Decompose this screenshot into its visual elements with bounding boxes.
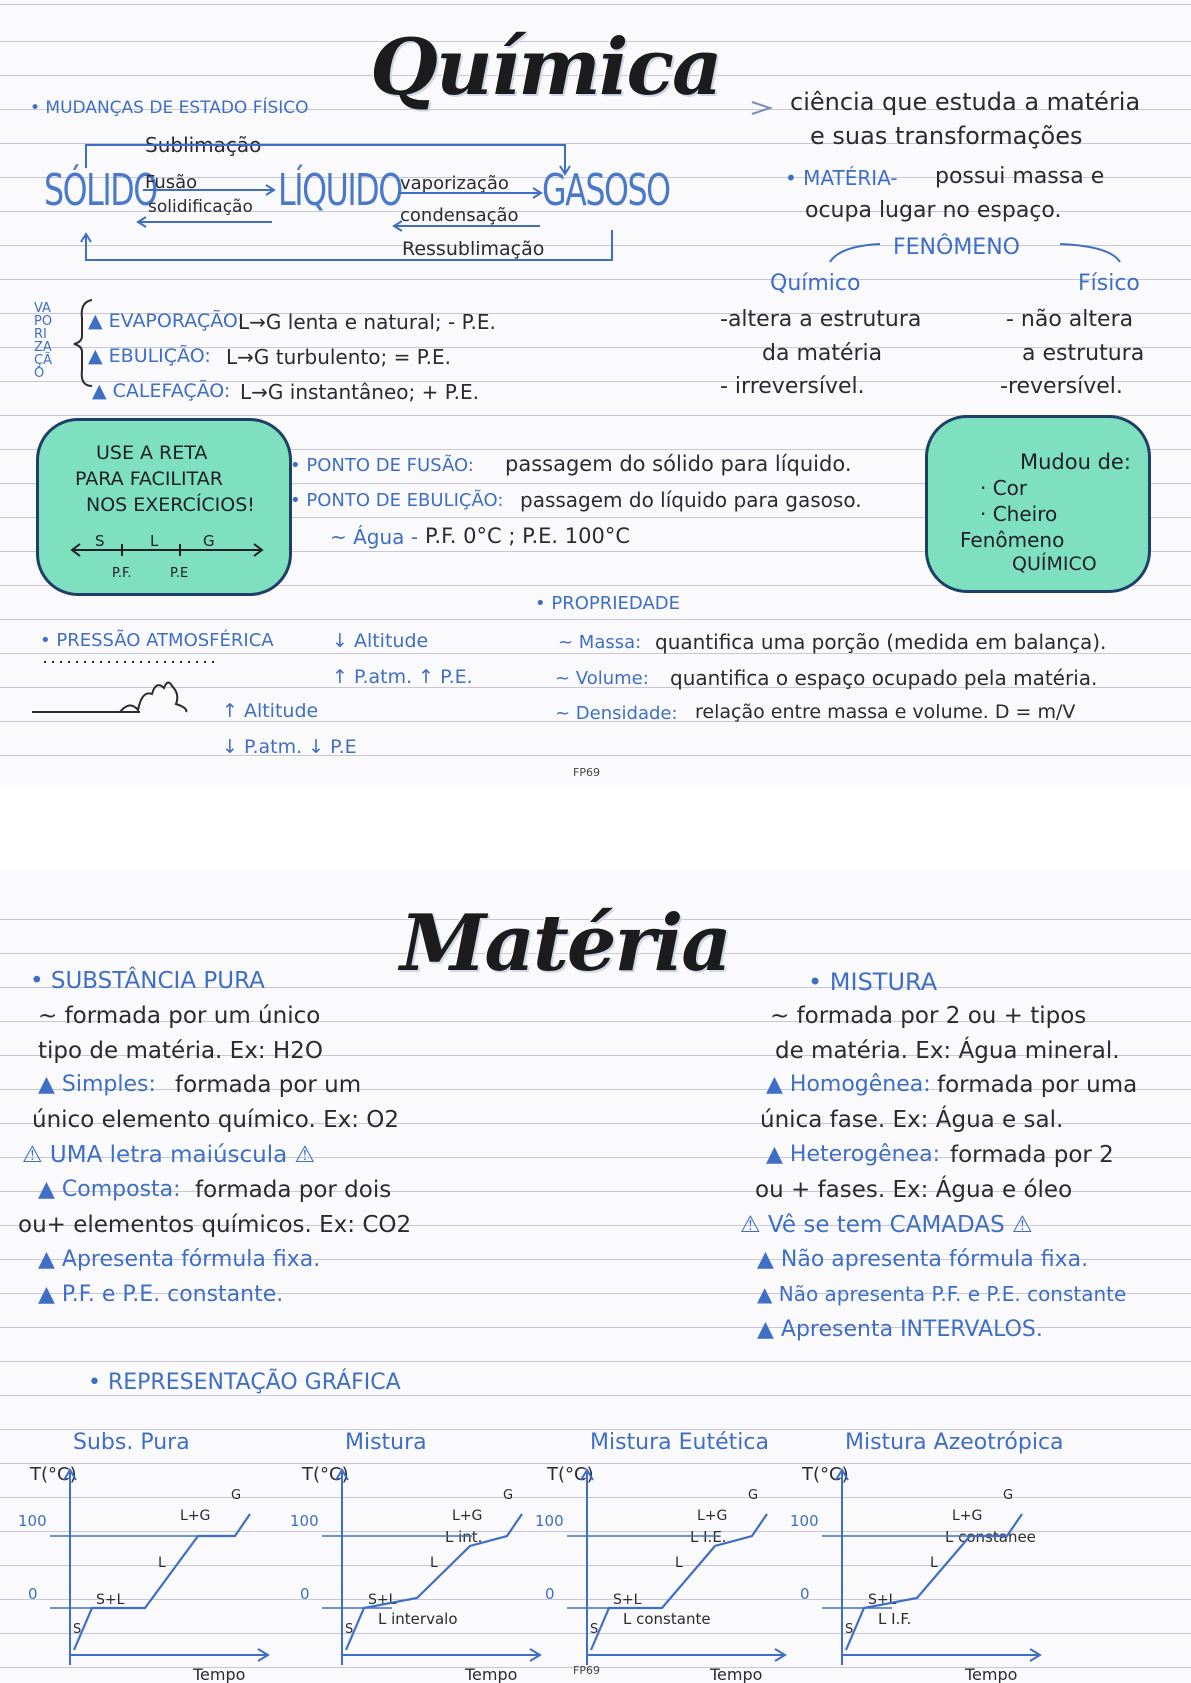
graph-note-1: L constante [623, 1610, 711, 1628]
calefacao-text: L→G instantâneo; + P.E. [240, 380, 480, 404]
state-liquido: LÍQUIDO [278, 165, 402, 216]
mistura-line-1: ~ formada por 2 ou + tipos [770, 1003, 1087, 1029]
page-title-quimica: Química [370, 22, 721, 113]
graph-label-sl: S+L [613, 1592, 642, 1608]
homogenea-text: formada por uma [937, 1072, 1138, 1098]
graph-tick-0: 0 [545, 1585, 555, 1603]
tip-line-2: PARA FACILITAR [75, 468, 223, 490]
label-fusao: Fusão [145, 172, 198, 193]
graph-axes-and-curve [290, 1460, 550, 1683]
pressao-heading: • PRESSÃO ATMOSFÉRICA [40, 630, 274, 651]
label-condensacao: condensação [400, 205, 519, 226]
materia-text-2: ocupa lugar no espaço. [805, 198, 1062, 223]
graph-label-lg: L+G [952, 1508, 983, 1524]
fenomeno-fisico: Físico [1078, 271, 1140, 296]
state-solido: SÓLIDO [44, 165, 157, 216]
agua-text: P.F. 0°C ; P.E. 100°C [425, 524, 631, 548]
simples-text: formada por um [175, 1072, 362, 1098]
homogenea-label: ▲ Homogênea: [766, 1072, 931, 1097]
cloud-right-line-1: Mudou de: [1020, 450, 1131, 474]
graph-x-label: Tempo [465, 1665, 518, 1683]
graph-label-g: G [1003, 1488, 1014, 1503]
graph-axes-and-curve [790, 1460, 1050, 1683]
graph-label-s: S [590, 1622, 599, 1637]
graph-title: Mistura Eutética [590, 1430, 769, 1455]
graph-x-label: Tempo [965, 1665, 1018, 1683]
quimico-line-1: -altera a estrutura [720, 307, 922, 332]
cloud-right-line-4: Fenômeno [960, 528, 1065, 552]
volume-label: ~ Volume: [555, 668, 649, 689]
graph-path [846, 1514, 1022, 1650]
fenomeno-quimico: Químico [770, 271, 861, 296]
line-label-l: L [150, 532, 159, 550]
tip-line-1: USE A RETA [96, 442, 208, 464]
graph-note-1: L I.F. [878, 1610, 912, 1628]
evaporacao-text: L→G lenta e natural; - P.E. [238, 310, 496, 334]
notebook-brand-mark: FP69 [573, 766, 600, 779]
simples-label: ▲ Simples: [38, 1072, 156, 1097]
pura-heading: • SUBSTÂNCIA PURA [30, 968, 265, 994]
graph-axes-and-curve [535, 1460, 795, 1683]
graph-path [74, 1514, 250, 1650]
ponto-ebulicao-text: passagem do líquido para gasoso. [520, 488, 862, 512]
evaporacao-label: ▲ EVAPORAÇÃO: [88, 310, 244, 332]
composta-label: ▲ Composta: [38, 1177, 181, 1202]
composta-text: formada por dois [195, 1177, 392, 1203]
notebook-brand-mark-2: FP69 [573, 1664, 600, 1677]
graph-label-sl: S+L [368, 1592, 397, 1608]
representacao-heading: • REPRESENTAÇÃO GRÁFICA [88, 1370, 401, 1395]
ponto-ebulicao-label: • PONTO DE EBULIÇÃO: [290, 490, 504, 511]
pura-warning: ⚠ UMA letra maiúscula ⚠ [22, 1142, 316, 1168]
label-ressublimacao: Ressublimação [402, 238, 545, 260]
fisico-line-2: a estrutura [1022, 341, 1145, 366]
agua-label: ~ Água - [330, 525, 418, 549]
graph-x-label: Tempo [193, 1665, 246, 1683]
massa-label: ~ Massa: [558, 632, 642, 653]
mistura-bullet-1: ▲ Não apresenta fórmula fixa. [757, 1247, 1089, 1272]
graph-label-s: S [345, 1622, 354, 1637]
graph-label-sl: S+L [96, 1592, 125, 1608]
graph-tick-100: 100 [18, 1512, 47, 1530]
graph-path [346, 1514, 522, 1650]
quimico-line-2: da matéria [762, 341, 883, 366]
heterogenea-label: ▲ Heterogênea: [766, 1142, 941, 1167]
pura-bullet-1: ▲ Apresenta fórmula fixa. [38, 1247, 321, 1272]
graph-tick-0: 0 [300, 1585, 310, 1603]
graph-label-lg: L+G [180, 1508, 211, 1524]
volume-text: quantifica o espaço ocupado pela matéria. [670, 666, 1098, 690]
label-vaporizacao: vaporização [400, 173, 509, 194]
graph-tick-100: 100 [290, 1512, 319, 1530]
graph-tick-100: 100 [790, 1512, 819, 1530]
graph-y-label: T(°C) [302, 1464, 349, 1485]
graph-label-s: S [73, 1622, 82, 1637]
heterogenea-text: formada por 2 [950, 1142, 1114, 1168]
graph-axes-and-curve [18, 1460, 278, 1683]
graph-note-2: L constanee [945, 1528, 1036, 1546]
graph-label-l: L [930, 1555, 938, 1571]
materia-label: • MATÉRIA- [785, 166, 898, 190]
graph-y-label: T(°C) [30, 1464, 77, 1485]
calefacao-label: ▲ CALEFAÇÃO: [92, 380, 231, 402]
graph-y-label: T(°C) [802, 1464, 849, 1485]
mistura-heading: • MISTURA [808, 968, 938, 996]
graph-label-l: L [158, 1555, 166, 1571]
line-label-s: S [95, 532, 105, 550]
definition-line-1: ciência que estuda a matéria [790, 88, 1141, 116]
graph-label-sl: S+L [868, 1592, 897, 1608]
massa-text: quantifica uma porção (medida em balança). [655, 630, 1107, 654]
composta-line-2: ou+ elementos químicos. Ex: CO2 [18, 1212, 412, 1238]
pressao-row2-altitude: ↑ Altitude [222, 700, 319, 722]
mountain-sketch [30, 650, 230, 730]
simples-line-2: único elemento químico. Ex: O2 [32, 1107, 400, 1133]
homogenea-line-2: única fase. Ex: Água e sal. [760, 1107, 1064, 1133]
graph-label-lg: L+G [697, 1508, 728, 1524]
mudancas-heading: • MUDANÇAS DE ESTADO FÍSICO [30, 98, 309, 118]
graph-note-2: L I.E. [690, 1528, 727, 1546]
cloud-right-line-2: · Cor [980, 476, 1028, 500]
fisico-line-1: - não altera [1006, 307, 1134, 332]
mistura-bullet-3: ▲ Apresenta INTERVALOS. [757, 1317, 1043, 1342]
propriedade-heading: • PROPRIEDADE [535, 593, 681, 614]
graph-label-l: L [430, 1555, 438, 1571]
graph-title: Mistura [345, 1430, 427, 1455]
pura-bullet-2: ▲ P.F. e P.E. constante. [38, 1282, 284, 1307]
heterogenea-line-2: ou + fases. Ex: Água e óleo [755, 1177, 1073, 1203]
graph-tick-0: 0 [800, 1585, 810, 1603]
notebook-page-materia [0, 870, 1191, 1683]
densidade-text: relação entre massa e volume. D = m/V [695, 701, 1076, 723]
ponto-fusao-text: passagem do sólido para líquido. [505, 452, 852, 476]
graph-note-2: L int. [445, 1528, 483, 1546]
graph-note-1: L intervalo [378, 1610, 458, 1628]
graph-label-s: S [845, 1622, 854, 1637]
mistura-warning: ⚠ Vê se tem CAMADAS ⚠ [740, 1212, 1033, 1238]
graph-label-lg: L+G [452, 1508, 483, 1524]
page-gap [0, 785, 1191, 870]
pura-line-1: ~ formada por um único [38, 1003, 321, 1029]
page-title-materia: Matéria [400, 898, 730, 989]
ebulicao-text: L→G turbulento; = P.E. [226, 345, 451, 369]
line-label-pe: P.E [170, 566, 189, 581]
cloud-right-line-3: · Cheiro [980, 502, 1058, 526]
cloud-right-line-5: QUÍMICO [1012, 553, 1097, 575]
pura-line-2: tipo de matéria. Ex: H2O [38, 1038, 323, 1064]
graph-tick-0: 0 [28, 1585, 38, 1603]
line-label-g: G [203, 532, 215, 550]
mistura-bullet-2: ▲ Não apresenta P.F. e P.E. constante [757, 1282, 1127, 1306]
quimico-line-3: - irreversível. [720, 374, 865, 399]
densidade-label: ~ Densidade: [555, 703, 678, 724]
fenomeno-heading: FENÔMENO [893, 235, 1020, 260]
materia-text: possui massa e [935, 164, 1105, 189]
pressao-row1-altitude: ↓ Altitude [332, 630, 429, 652]
graph-title: Mistura Azeotrópica [845, 1430, 1064, 1455]
ponto-fusao-label: • PONTO DE FUSÃO: [290, 455, 474, 476]
pressao-row2-patm: ↓ P.atm. ↓ P.E [222, 736, 357, 758]
graph-tick-100: 100 [535, 1512, 564, 1530]
graph-label-g: G [748, 1488, 759, 1503]
graph-label-l: L [675, 1555, 683, 1571]
graph-path [591, 1514, 767, 1650]
vaporizacao-side-label: VA PO RI ZA ÇÃO [34, 301, 53, 381]
state-gasoso: GASOSO [542, 165, 670, 216]
definition-line-2: e suas transformações [810, 122, 1083, 150]
line-label-pf: P.F. [112, 566, 132, 581]
graph-y-label: T(°C) [547, 1464, 594, 1485]
graph-label-g: G [231, 1488, 242, 1503]
graph-title: Subs. Pura [73, 1430, 190, 1455]
mistura-line-2: de matéria. Ex: Água mineral. [775, 1038, 1120, 1064]
ebulicao-label: ▲ EBULIÇÃO: [88, 345, 211, 367]
fisico-line-3: -reversível. [1000, 374, 1123, 399]
label-sublimacao: Sublimação [145, 133, 262, 157]
pressao-row1-patm: ↑ P.atm. ↑ P.E. [332, 666, 473, 688]
label-solidificacao: solidificação [148, 197, 253, 217]
tip-line-3: NOS EXERCÍCIOS! [86, 494, 255, 516]
graph-label-g: G [503, 1488, 514, 1503]
graph-x-label: Tempo [710, 1665, 763, 1683]
notebook-page-quimica [0, 0, 1191, 785]
